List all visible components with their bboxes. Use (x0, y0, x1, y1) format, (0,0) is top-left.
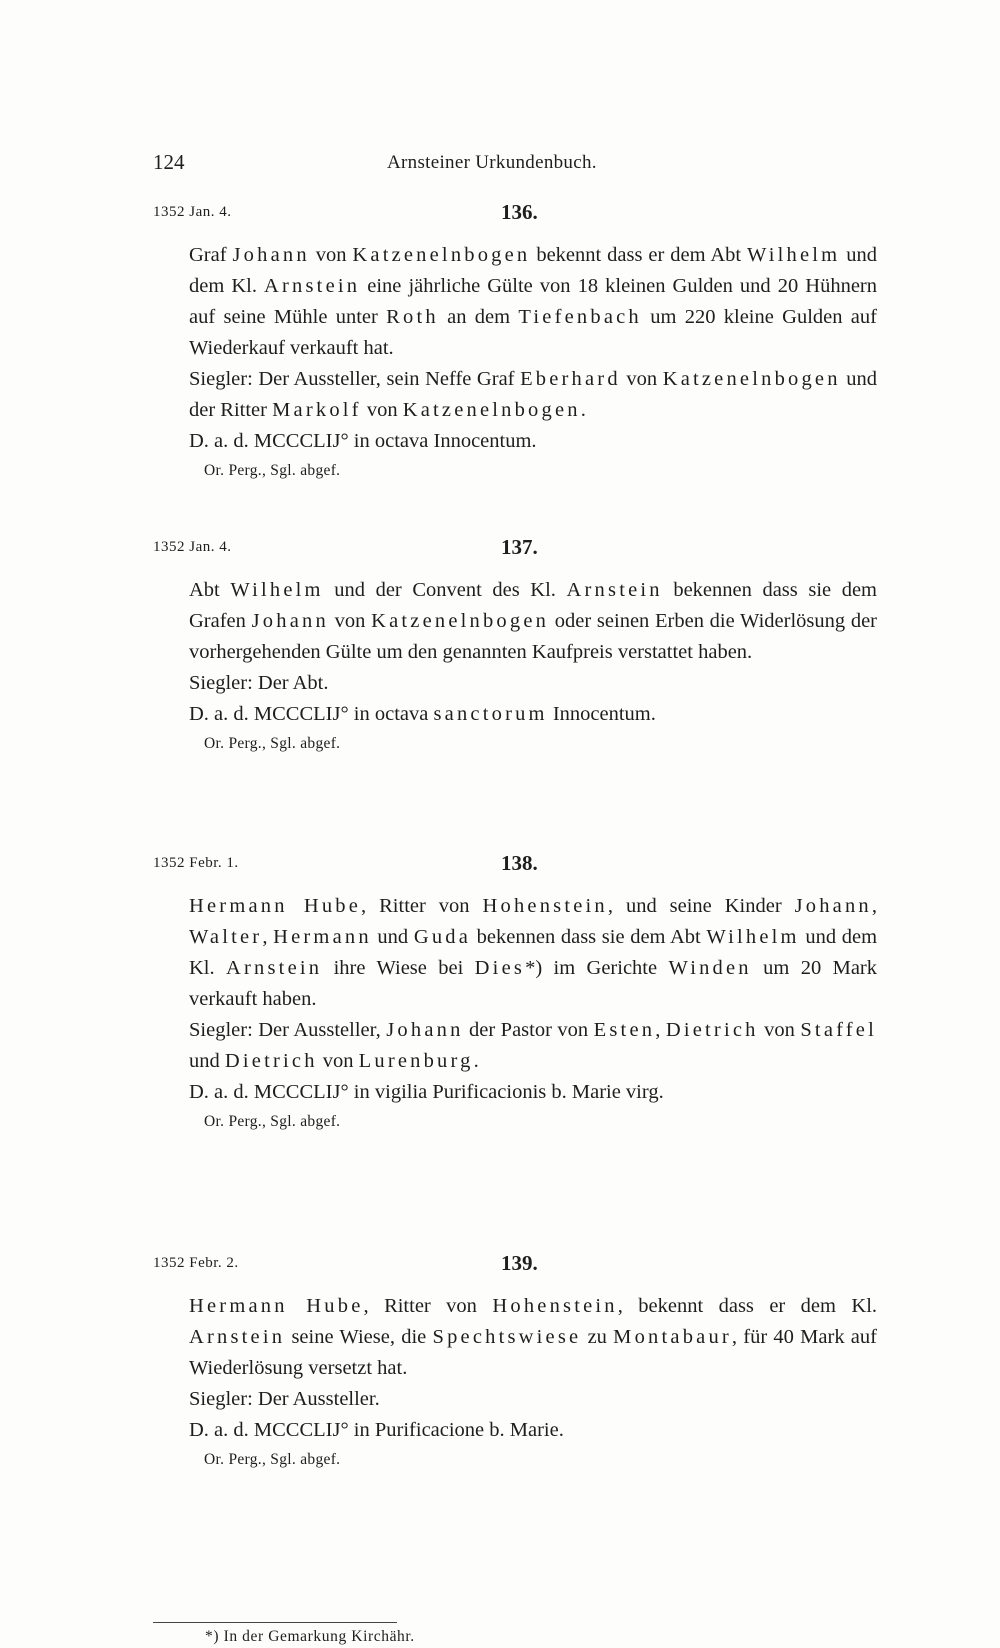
text-run: Siegler: Der Aussteller. (189, 1388, 380, 1410)
spaced-name: Tiefenbach (518, 306, 642, 328)
spaced-name: Arnstein (226, 957, 323, 979)
running-title: Arnsteiner Urkundenbuch. (387, 152, 597, 173)
text-run: , (655, 1019, 666, 1041)
document-entry (153, 200, 877, 484)
entry-meta (153, 535, 877, 565)
text-run: bekennt dass er dem Abt (530, 244, 748, 266)
text-run: zu (581, 1326, 614, 1348)
text-run: , (262, 926, 274, 948)
text-run: Siegler: Der Abt. (189, 672, 329, 694)
spaced-name: sanctorum (433, 703, 548, 725)
dating-line (153, 699, 877, 730)
spaced-name: Dies (474, 957, 526, 979)
spaced-name: Wilhelm (230, 579, 324, 601)
text-run: , Ritter von (363, 1295, 493, 1317)
spaced-name: Esten (593, 1019, 656, 1041)
entry-text (153, 891, 877, 1135)
text-run: und der Ritter (189, 368, 878, 421)
text-run: um 20 Mark verkauft haben. (189, 957, 877, 1010)
text-run: von (361, 399, 403, 421)
siegler-line (153, 364, 877, 426)
spaced-name: Wilhelm (706, 926, 800, 948)
spaced-name: Montabaur (613, 1326, 732, 1348)
document-entry (153, 1251, 877, 1473)
document-entry (153, 535, 877, 757)
spaced-name: Lurenburg (358, 1050, 474, 1072)
entry-text (153, 575, 877, 757)
dating-line (153, 1415, 877, 1446)
spaced-name: Hermann Hube (189, 895, 362, 917)
spaced-name: Dietrich (224, 1050, 318, 1072)
regest (153, 891, 877, 1015)
text-run: Abt (189, 579, 231, 601)
text-run: von (758, 1019, 801, 1041)
entry-meta (153, 200, 877, 230)
entry-meta (153, 1251, 877, 1281)
text-run: von (317, 1050, 359, 1072)
dating-line (153, 1077, 877, 1108)
text-run: und dem Kl. (189, 244, 878, 297)
siegler-line (153, 1384, 877, 1415)
spaced-name: Katzenelnbogen (352, 244, 531, 266)
spaced-name: Winden (668, 957, 752, 979)
spaced-name: Wilhelm (747, 244, 841, 266)
spaced-name: Katzenelnbogen (662, 368, 841, 390)
spaced-name: Spechtswiese (432, 1326, 582, 1348)
text-run: und dem Kl. (189, 926, 878, 979)
page-number: 124 (153, 150, 185, 174)
text-run: Siegler: Der Aussteller, (189, 1019, 387, 1041)
entry-date: 1352 Jan. 4. (153, 204, 232, 220)
text-run: Siegler: Der Aussteller, sein Neffe Graf (189, 368, 521, 390)
text-run: . (473, 1050, 479, 1072)
text-run: , bekennt dass er dem Kl. (617, 1295, 878, 1317)
page-header (153, 150, 873, 178)
siegler-line (153, 668, 877, 699)
spaced-name: Hermann Hube (189, 1295, 364, 1317)
entry-text (153, 1291, 877, 1473)
text-run: von (309, 244, 353, 266)
text-run: von (620, 368, 663, 390)
source-note: Or. Perg., Sgl. abgef. (204, 1113, 341, 1130)
source-note: Or. Perg., Sgl. abgef. (204, 1451, 341, 1468)
spaced-name: Dietrich (665, 1019, 759, 1041)
regest (153, 575, 877, 668)
text-run: um 220 kleine Gulden auf Wiederkauf verkauft hat. (189, 306, 877, 359)
spaced-name: Eberhard (520, 368, 621, 390)
text-run: von (328, 610, 372, 632)
text-run: , Ritter von (361, 895, 483, 917)
text-run: Graf (189, 244, 233, 266)
text-run: , und seine Kinder (607, 895, 795, 917)
text-run: an dem (438, 306, 519, 328)
entry-text (153, 240, 877, 484)
entry-date: 1352 Febr. 1. (153, 855, 239, 871)
text-run: D. a. d. MCCCLIJ° in octava Innocentum. (189, 430, 537, 452)
text-run: und der Convent des Kl. (323, 579, 567, 601)
entry-date: 1352 Jan. 4. (153, 539, 232, 555)
entry-date: 1352 Febr. 2. (153, 1255, 239, 1271)
text-run: oder seinen Erben die Widerlösung der vorhergehenden Gülte um den genannten Kaufpreis verstattet haben. (189, 610, 878, 663)
spaced-name: Johann (794, 895, 872, 917)
spaced-name: Johann (251, 610, 329, 632)
spaced-name: Arnstein (264, 275, 361, 297)
spaced-name: Katzenelnbogen (371, 610, 550, 632)
spaced-name: Walter (189, 926, 263, 948)
document-entry (153, 851, 877, 1135)
spaced-name: Hohenstein (482, 895, 608, 917)
source-note: Or. Perg., Sgl. abgef. (204, 735, 341, 752)
text-run: und (189, 1050, 225, 1072)
text-run: der Pastor von (463, 1019, 594, 1041)
spaced-name: Roth (386, 306, 439, 328)
text-run: eine jährliche Gülte von 18 kleinen Gulden und 20 Hühnern auf seine Mühle unter (189, 275, 877, 328)
spaced-name: Hohenstein (492, 1295, 618, 1317)
spaced-name: Guda (413, 926, 472, 948)
entry-number: 137. (501, 535, 538, 559)
text-run: D. a. d. MCCCLIJ° in Purificacione b. Marie. (189, 1419, 564, 1441)
text-run: D. a. d. MCCCLIJ° in vigilia Purificacionis b. Marie virg. (189, 1081, 664, 1103)
text-run: D. a. d. MCCCLIJ° in octava (189, 703, 434, 725)
entry-number: 138. (501, 851, 538, 875)
footnote-rule (153, 1622, 397, 1623)
spaced-name: Katzenelnbogen (402, 399, 581, 421)
text-run: Innocentum. (547, 703, 656, 725)
dating-line (153, 426, 877, 457)
entry-number: 139. (501, 1251, 538, 1275)
regest (153, 1291, 877, 1384)
spaced-name: Hermann (273, 926, 372, 948)
source-note: Or. Perg., Sgl. abgef. (204, 462, 341, 479)
spaced-name: Johann (232, 244, 310, 266)
text-run: bekennen dass sie dem Grafen (189, 579, 877, 632)
text-run: , (871, 895, 878, 917)
footnote: *) In der Gemarkung Kirchähr. (205, 1628, 415, 1645)
text-run: ihre Wiese bei (322, 957, 475, 979)
text-run: *) im Gerichte (525, 957, 669, 979)
spaced-name: Arnstein (189, 1326, 286, 1348)
spaced-name: Markolf (272, 399, 362, 421)
siegler-line (153, 1015, 877, 1077)
text-run: und (371, 926, 414, 948)
text-run: bekennen dass sie dem Abt (471, 926, 707, 948)
entry-number: 136. (501, 200, 538, 224)
text-run: , für 40 Mark auf Wiederlösung versetzt hat. (189, 1326, 877, 1379)
spaced-name: Arnstein (566, 579, 663, 601)
spaced-name: Johann (386, 1019, 464, 1041)
text-run: . (580, 399, 586, 421)
regest (153, 240, 877, 364)
spaced-name: Staffel (800, 1019, 878, 1041)
text-run: seine Wiese, die (285, 1326, 433, 1348)
entry-meta (153, 851, 877, 881)
